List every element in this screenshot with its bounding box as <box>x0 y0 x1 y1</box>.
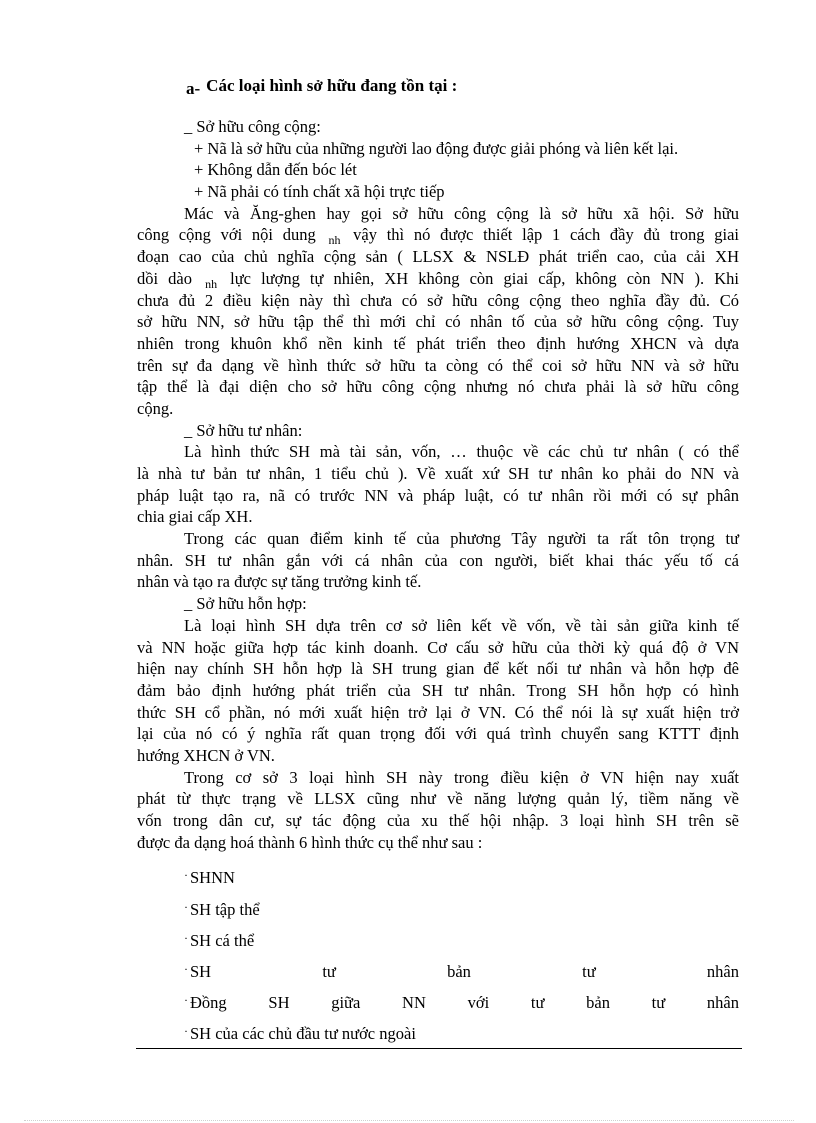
private-para-line: pháp luật tạo ra, nã có trước NN và pháp luật, có tư nhân rồi mới có sự phân <box>137 485 739 505</box>
private-para-line: Là hình thức SH mà tài sản, vốn, … thuộc về các chủ tư nhân ( có thể <box>184 442 739 462</box>
bullet-dot-icon: · <box>184 1024 188 1039</box>
public-para-line: tập thể là đại diện cho sở hữu công cộng nhưng nó chưa phải là sở hữu công <box>137 377 739 397</box>
public-para-segment: lực lượng tự nhiên, XH không còn giai cấp, không còn NN ). Khi <box>230 268 739 288</box>
mixed-para-line: phát từ thực trạng về LLSX cũng như về năng lượng quản lý, tiềm năng về <box>137 789 739 809</box>
bullet-dot-icon: · <box>184 899 188 914</box>
section-heading <box>186 76 457 96</box>
heading-marker: a- <box>186 79 201 98</box>
public-bullet-1: + Nã là sở hữu của những người lao động được giải phóng và liên kết lại. <box>194 138 679 158</box>
public-para-line: nhiên trong khuôn khổ nền kinh tế phát triển theo định hướng XHCN và dựa <box>137 333 739 353</box>
public-para-segment: dồi dào <box>137 268 192 288</box>
list-item <box>137 894 739 925</box>
list-item <box>137 1018 739 1049</box>
list-item <box>137 956 739 987</box>
private-para-line: nhân. SH tư nhân gắn với cá nhân của con người, biết khai thác yếu tố cá <box>137 550 739 570</box>
private-para-line: nhân và tạo ra được sự tăng trưởng kinh tế. <box>137 572 422 592</box>
bullet-dot-icon: · <box>184 961 188 976</box>
public-para-line: trên sự đa dạng về hình thức sở hữu ta còng có thể coi sở hữu NN và sở hữu <box>137 355 739 375</box>
list-item <box>137 987 739 1018</box>
list-item-text: SH tư bản tư nhân <box>190 961 739 981</box>
mixed-para-line: và NN hoặc giữa hợp tác kinh doanh. Cơ cấu sở hữu của thời kỳ quá độ ở VN <box>137 637 739 657</box>
public-para-line: cộng. <box>137 398 174 418</box>
mixed-para-line: được đa dạng hoá thành 6 hình thức cụ thể như sau : <box>137 832 483 852</box>
bullet-dot-icon: · <box>184 868 188 883</box>
mixed-para-line: Là loại hình SH dựa trên cơ sở liên kết về vốn, về tài sản giữa kinh tế <box>184 615 739 635</box>
mixed-para-line: vốn trong dân cư, sự tác động của xu thế hội nhập. 3 loại hình SH trên sẽ <box>137 811 739 830</box>
bullet-dot-icon: · <box>184 930 188 945</box>
private-para-line: Trong các quan điểm kinh tế của phương Tây người ta rất tôn trọng tư <box>184 529 739 549</box>
public-para-abbrev: nh <box>205 276 218 291</box>
public-bullet-2: + Không dẫn đến bóc lét <box>194 160 357 180</box>
list-item-text: SH tập thể <box>190 899 260 919</box>
list-item-text: SH cá thể <box>190 930 255 950</box>
public-bullet-3: + Nã phải có tính chất xã hội trực tiếp <box>194 182 445 202</box>
mixed-para-line: thức SH cổ phần, nó mới xuất hiện trở lại ở VN. Có thể nói là sự xuất hiện trở <box>137 702 739 722</box>
mixed-para-line: hiện nay chính SH hỗn hợp là SH trung gian để kết nối tư nhân và hỗn hợp đê <box>137 659 739 679</box>
public-para-line <box>137 268 739 290</box>
public-ownership-label: _ Sở hữu công cộng: <box>184 117 321 136</box>
heading-title: Các loại hình sở hữu đang tồn tại : <box>206 76 458 95</box>
mixed-para-line: Trong cơ sở 3 loại hình SH này trong điều kiện ở VN hiện nay xuất <box>184 767 739 787</box>
public-para-segment: vậy thì nó được thiết lập 1 cách đầy đủ trong giai <box>353 225 740 245</box>
mixed-para-line: lại của nó có ý nghĩa rất quan trọng đối với quá trình chuyển sang KTTT định <box>137 724 739 744</box>
list-item-text: SH của các chủ đầu tư nước ngoài <box>190 1024 416 1044</box>
list-item-text: Đồng SH giữa NN với tư bản tư nhân <box>190 993 739 1013</box>
list-item <box>137 925 739 956</box>
public-para-abbrev: nh <box>328 233 341 248</box>
ownership-forms-list <box>137 862 739 1049</box>
public-para-line <box>137 224 739 246</box>
public-para-line: Mác và Ăng-ghen hay gọi sở hữu công cộng là sở hữu xã hội. Sở hữu <box>184 203 739 223</box>
mixed-para-line: hướng XHCN ở VN. <box>137 745 275 765</box>
page-bottom-dotted-line <box>24 1120 794 1121</box>
private-para-line: chia giai cấp XH. <box>137 507 253 527</box>
public-para-segment: công cộng với nội dung <box>137 225 316 245</box>
public-para-line: đoạn cao của chủ nghĩa cộng sản ( LLSX & NSLĐ phát triển cao, của cải XH <box>137 247 739 267</box>
footer-rule <box>136 1048 742 1049</box>
list-item <box>137 862 739 893</box>
bullet-dot-icon: · <box>184 993 188 1008</box>
public-para-line: sở hữu NN, sở hữu tập thể thì mới chỉ có nhân tố của sở hữu công cộng. Tuy <box>137 312 739 332</box>
mixed-ownership-label: _ Sở hữu hỗn hợp: <box>184 594 307 614</box>
public-para-line: chưa đủ 2 điều kiện này thì chưa có sở hữu công cộng theo nghĩa đầy đủ. Có <box>137 290 739 310</box>
mixed-para-line: đảm bảo định hướng phát triển của SH tư nhân. Trong SH hỗn hợp có hình <box>137 680 739 700</box>
private-para-line: là nhà tư bản tư nhân, 1 tiểu chủ ). Về xuất xứ SH tư nhân ko phải do NN và <box>137 464 739 483</box>
list-item-text: SHNN <box>190 868 235 888</box>
private-ownership-label: _ Sở hữu tư nhân: <box>184 420 303 440</box>
document-body <box>137 116 739 1050</box>
